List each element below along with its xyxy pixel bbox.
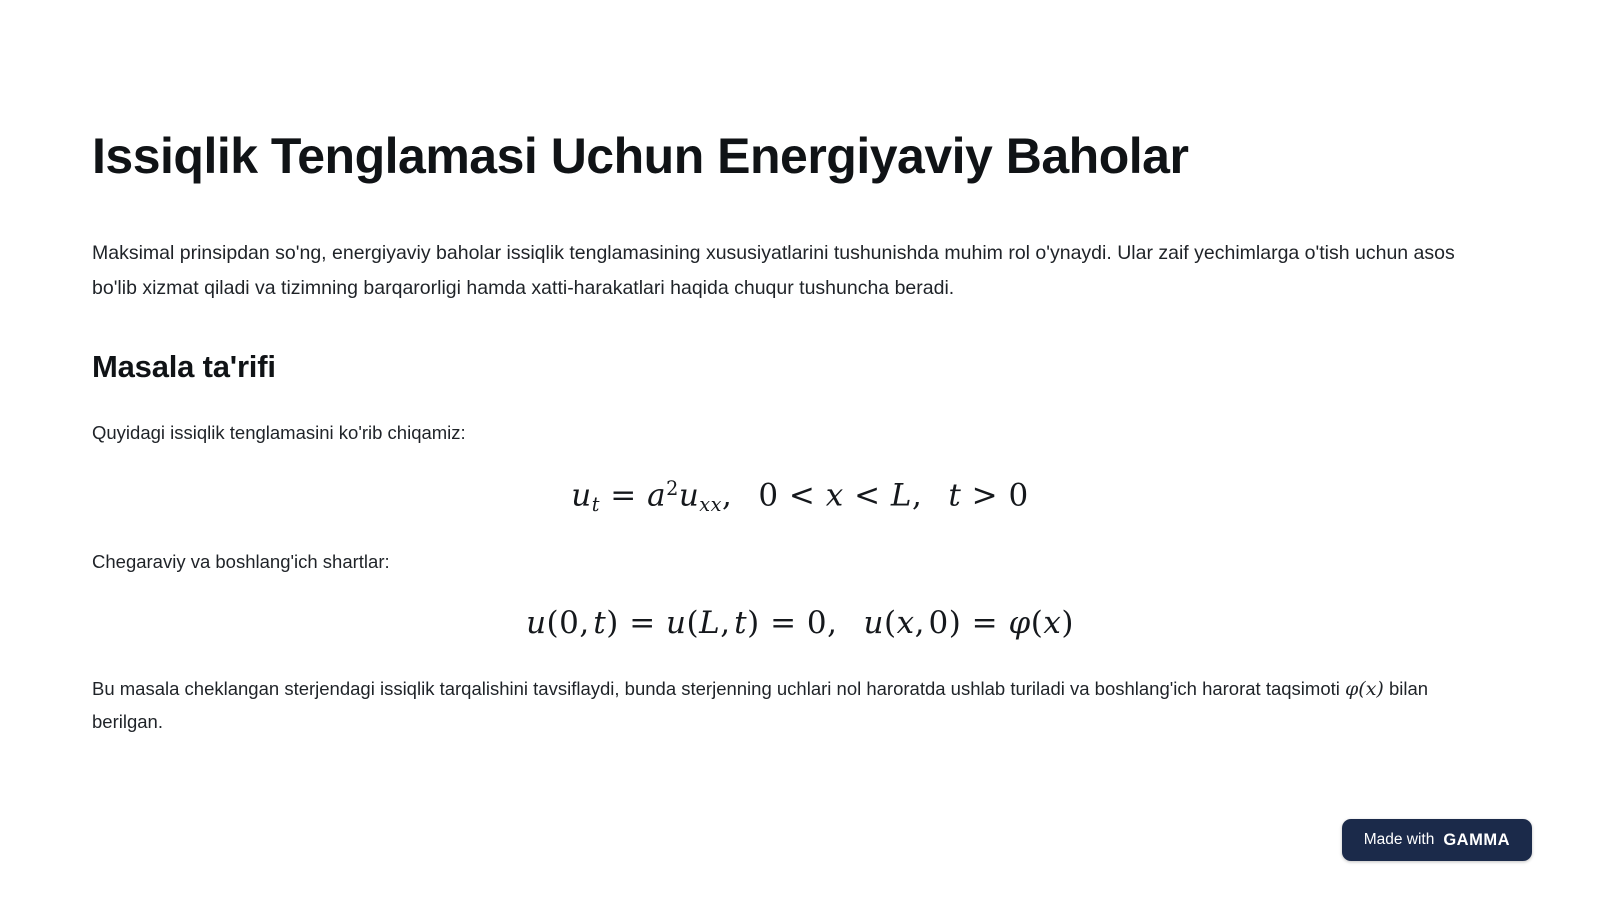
gamma-logo: GAMMA: [1443, 830, 1510, 849]
closing-text-after: bilan berilgan.: [92, 678, 1429, 732]
equation-heat-equation: $u_t = a^2u_{xx}$, 0 < x < L, t > 0: [571, 476, 1029, 516]
equation-lead-in: Quyidagi issiqlik tenglamasini ko'rib chiqamiz:: [92, 422, 466, 444]
closing-inline-math: φ(x): [1345, 678, 1384, 701]
closing-paragraph: [92, 641, 1482, 737]
badge-prefix-label: Made with: [1363, 831, 1435, 848]
intro-paragraph: Maksimal prinsipdan so'ng, energiyaviy baholar issiqlik tenglamasining xususiyatlarini tushunishda muhim rol o'ynaydi. Ular zaif yechimlarga o'tish uchun asos bo'lib xizmat qiladi va tizimning barqarorligi hamda xatti-harakatlari haqida chuqur tushuncha beradi.: [92, 242, 1455, 299]
section-heading: Masala ta'rifi: [92, 349, 276, 385]
page-title: Issiqlik Tenglamasi Uchun Energiyaviy Baholar: [92, 128, 1189, 184]
equation-boundary-initial-conditions: u(0, t) = u(L, t) = 0, u(x, 0) = φ(x): [526, 605, 1074, 642]
closing-text-before: Bu masala cheklangan sterjendagi issiqlik tarqalishini tavsiflaydi, bunda sterjenning uchlari nol haroratda ushlab turiladi va boshlang'ich harorat taqsimoti: [92, 678, 1345, 700]
made-with-gamma-badge[interactable]: [1342, 819, 1532, 861]
conditions-lead-in: Chegaraviy va boshlang'ich shartlar:: [92, 550, 390, 572]
